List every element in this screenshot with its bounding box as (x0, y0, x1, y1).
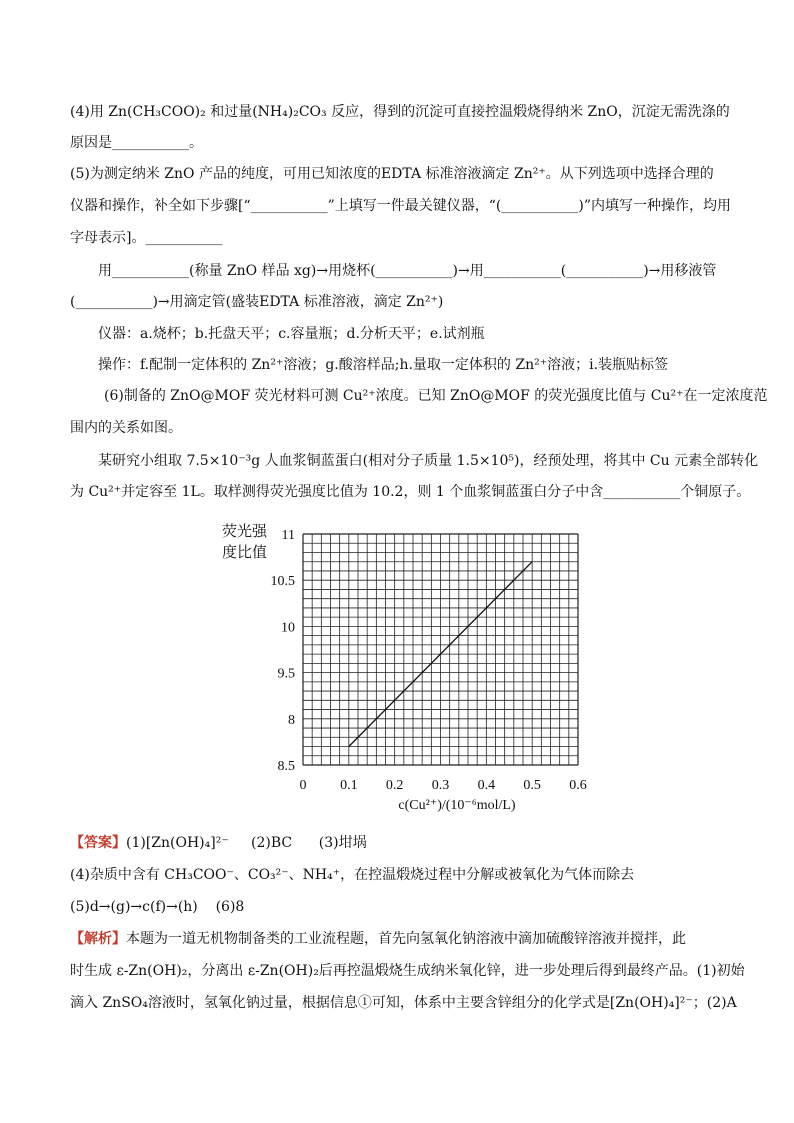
y-tick-label: 9.5 (277, 666, 295, 682)
y-tick-label: 8 (288, 712, 295, 728)
q6-line2: 围内的关系如图。 (70, 420, 182, 436)
y-tick-label: 8.5 (277, 759, 295, 774)
q5-line1: (5)为测定纳米 ZnO 产品的纯度，可用已知浓度的EDTA 标准溶液滴定 Zn²⁺。从下列选项中选择合理的 (70, 166, 714, 182)
x-tick-label: 0.2 (385, 778, 404, 793)
x-tick-label: 0.6 (569, 778, 587, 793)
x-tick-label: 0.4 (477, 778, 496, 793)
y-axis-label-line2: 度比值 (222, 545, 268, 561)
answer-3: (3)坩埚 (318, 835, 367, 851)
analysis-p1: 本题为一道无机物制备类的工业流程题，首先向氢氧化钠溶液中滴加硫酸锌溶液并搅拌，此 (126, 931, 686, 947)
answer-6: (6)8 (215, 899, 245, 915)
answer-line1 (70, 833, 367, 853)
q4-line2: 原因是___________。 (70, 135, 203, 151)
analysis-line1 (70, 929, 686, 949)
x-tick-label: 0.3 (431, 778, 450, 793)
x-axis-label: c(Cu²⁺)/(10⁻⁶mol/L) (398, 798, 516, 813)
answer-5: (5)d→(g)→c(f)→(h) (70, 899, 198, 915)
q5-steps-line2: (___________)→用滴定管(盛装EDTA 标准溶液，滴定 Zn²⁺) (70, 294, 444, 310)
y-tick-label: 10 (281, 620, 295, 636)
chart-grid (303, 534, 578, 765)
y-tick-label: 10.5 (270, 574, 295, 590)
fluorescence-chart (200, 516, 620, 816)
answer-tag: 【答案】 (70, 835, 126, 851)
y-tick-label: 11 (281, 528, 295, 543)
q6-line4: 为 Cu²⁺并定容至 1L。取样测得荧光强度比值为 10.2，则 1 个血浆铜蓝蛋白分子中含___________个铜原子。 (70, 484, 751, 500)
q5-line2: 仪器和操作，补全如下步骤[“___________”上填写一件最关键仪器，“(___________)”内填写一种操作，均用 (70, 198, 732, 214)
analysis-line3: 滴入 ZnSO₄溶液时，氢氧化钠过量，根据信息①可知，体系中主要含锌组分的化学式是[Zn(OH)₄]²⁻；(2)A (70, 995, 737, 1011)
analysis-line2: 时生成 ε-Zn(OH)₂，分离出 ε-Zn(OH)₂后再控温煅烧生成纳米氧化锌，进一步处理后得到最终产品。(1)初始 (70, 963, 745, 979)
answer-1: (1)[Zn(OH)₄]²⁻ (126, 835, 229, 851)
answer-2: (2)BC (251, 835, 293, 851)
q5-steps-line1: 用___________(称量 ZnO 样品 xg)→用烧杯(___________)→用___________(___________)→用移液管 (98, 263, 717, 279)
q4-line1: (4)用 Zn(CH₃COO)₂ 和过量(NH₄)₂CO₃ 反应，得到的沉淀可直接控温煅烧得纳米 ZnO，沉淀无需洗涤的 (70, 104, 730, 120)
analysis-tag: 【解析】 (70, 931, 126, 947)
x-tick-label: 0.1 (340, 778, 358, 793)
q5-instruments: 仪器：a.烧杯；b.托盘天平；c.容量瓶；d.分析天平；e.试剂瓶 (98, 326, 485, 342)
y-axis-label-line1: 荧光强 (222, 524, 268, 540)
q5-operations: 操作：f.配制一定体积的 Zn²⁺溶液；g.酸溶样品;h.量取一定体积的 Zn²⁺溶液；i.装瓶贴标签 (98, 357, 669, 373)
x-tick-label: 0.5 (523, 778, 541, 793)
q6-line3: 某研究小组取 7.5×10⁻³g 人血浆铜蓝蛋白(相对分子质量 1.5×10⁵)，经预处理，将其中 Cu 元素全部转化 (98, 453, 759, 469)
answer-line3 (70, 897, 244, 917)
answer-4: (4)杂质中含有 CH₃COO⁻、CO₃²⁻、NH₄⁺，在控温煅烧过程中分解或被氧化为气体而除去 (70, 867, 635, 883)
q6-line1: (6)制备的 ZnO@MOF 荧光材料可测 Cu²⁺浓度。已知 ZnO@MOF 的荧光强度比值与 Cu²⁺在一定浓度范 (104, 388, 768, 404)
x-tick-label: 0 (299, 778, 307, 793)
q5-line3: 字母表示]。___________ (70, 230, 223, 246)
